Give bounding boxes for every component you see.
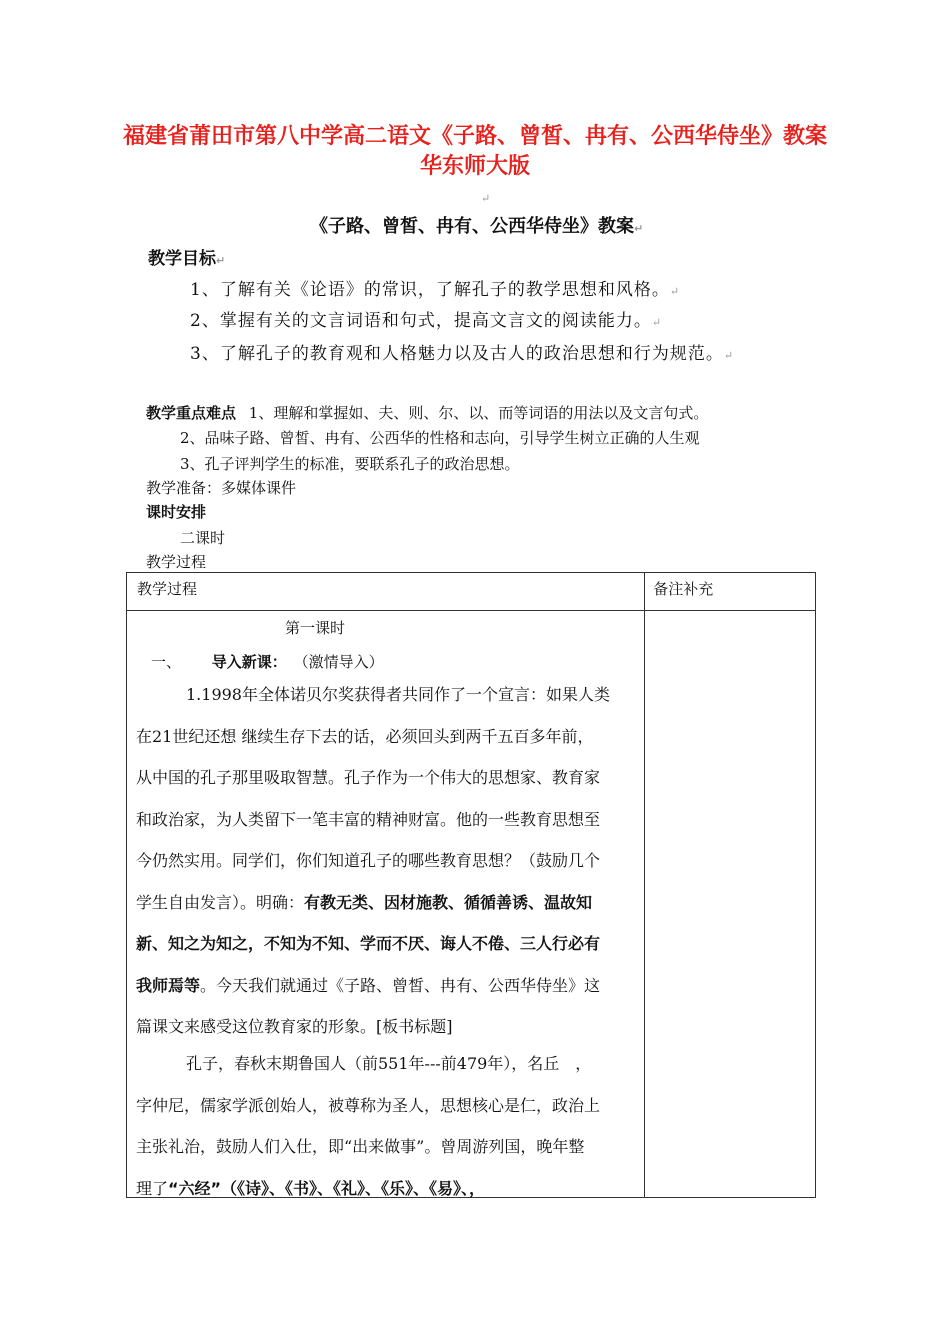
key-point-item: 2、品味子路、曾皙、冉有、公西华的性格和志向，引导学生树立正确的人生观 <box>180 429 700 447</box>
paragraph-text: 。今天我们就通过《子路、曾皙、冉有、公西华侍坐》这 <box>200 975 601 995</box>
paragraph-line: 新、知之为知之，不知为不知、学而不厌、诲人不倦、三人行必有 <box>136 934 601 953</box>
header-right-text: 备注补充 <box>653 580 714 598</box>
key-point-text: 1、理解和掌握如、夫、则、尔、以、而等词语的用法以及文言句式。 <box>248 404 709 422</box>
table-header-left <box>127 573 645 611</box>
objective-text: 3、了解孔子的教育观和人格魅力以及古人的政治思想和行为规范。 <box>190 344 724 364</box>
paragraph-line <box>136 1168 641 1210</box>
objectives-heading-text: 教学目标 <box>148 249 216 269</box>
header-left-text: 教学过程 <box>137 580 198 598</box>
key-point-item: 3、孔子评判学生的标准，要联系孔子的政治思想。 <box>180 455 520 473</box>
objective-text: 2、掌握有关的文言词语和句式，提高文言文的阅读能力。 <box>190 311 652 331</box>
teaching-ideas-bold: 有教无类、因材施教、循循善诱、温故知 <box>304 892 593 912</box>
subtitle-text: 《子路、曾皙、冉有、公西华侍坐》教案 <box>310 216 634 237</box>
objective-item <box>190 275 680 300</box>
objective-text: 1、了解有关《论语》的常识，了解孔子的教学思想和风格。 <box>190 280 670 300</box>
lesson-plan-subtitle <box>310 212 643 238</box>
paragraph-line: 从中国的孔子那里吸取智慧。孔子作为一个伟大的思想家、教育家 <box>136 768 601 787</box>
table-header-right <box>645 573 816 611</box>
objective-item <box>190 306 662 331</box>
teaching-ideas-bold: 我师焉等 <box>136 975 201 995</box>
document-title-text: 福建省莆田市第八中学高二语文《子路、曾皙、冉有、公西华侍坐》教案 华东师大版 <box>122 124 827 179</box>
section-title: 导入新课： <box>211 653 287 671</box>
paragraph-line: 在21世纪还想 继续生存下去的话，必须回头到两千五百多年前， <box>136 726 594 746</box>
lesson-process-table <box>126 572 816 1198</box>
paragraph-line <box>136 965 641 1007</box>
objective-item <box>190 339 734 364</box>
paragraph-line: 篇课文来感受这位教育家的形象。[板书标题] <box>136 1017 453 1036</box>
paragraph-line: 今仍然实用。同学们，你们知道孔子的哪些教育思想？（鼓励几个 <box>136 851 601 870</box>
paragraph-line: 孔子，春秋末期鲁国人（前551年---前479年），名丘 ， <box>186 1054 592 1073</box>
section-number: 一、 <box>151 653 182 671</box>
paragraph-mark: ↵ <box>669 285 681 298</box>
process-label: 教学过程 <box>146 553 207 571</box>
section-note: （激情导入） <box>293 653 384 671</box>
schedule-heading: 课时安排 <box>146 503 207 521</box>
six-classics-bold: “六经”（《诗》、《书》、《礼》、《乐》、《易》、， <box>168 1178 486 1198</box>
paragraph-mark: ↵ <box>634 222 644 235</box>
notes-cell <box>645 611 816 1198</box>
paragraph-line: 1.1998年全体诺贝尔奖获得者共同作了一个宣言：如果人类 <box>186 685 610 704</box>
paragraph-mark: ↵ <box>651 316 663 329</box>
intro-paragraph <box>136 674 641 1048</box>
paragraph-mark: ↵ <box>216 254 226 267</box>
paragraph-mark: ↵ <box>723 349 735 362</box>
paragraph-text: 学生自由发言）。明确： <box>136 892 305 912</box>
paragraph-line <box>136 882 641 924</box>
key-points-heading: 教学重点难点 <box>146 404 237 422</box>
paragraph-text: 理了 <box>136 1178 169 1198</box>
paragraph-line: 字仲尼，儒家学派创始人，被尊称为圣人，思想核心是仁，政治上 <box>136 1095 601 1115</box>
objectives-heading <box>148 244 225 269</box>
paragraph-line: 主张礼治，鼓励人们入仕，即“出来做事”。曾周游列国，晚年整 <box>136 1137 585 1156</box>
schedule-value: 二课时 <box>180 529 226 547</box>
section-heading <box>151 651 384 672</box>
paragraph-mark: ↵ <box>481 192 491 205</box>
document-title <box>120 122 830 182</box>
paragraph-line: 和政治家，为人类留下一笔丰富的精神财富。他的一些教育思想至 <box>136 809 601 829</box>
preparation: 教学准备：多媒体课件 <box>146 479 297 497</box>
confucius-paragraph <box>136 1043 641 1209</box>
lesson-content-cell <box>127 611 645 1198</box>
lesson-title: 第一课时 <box>285 619 346 637</box>
key-points-line-1 <box>146 402 708 423</box>
